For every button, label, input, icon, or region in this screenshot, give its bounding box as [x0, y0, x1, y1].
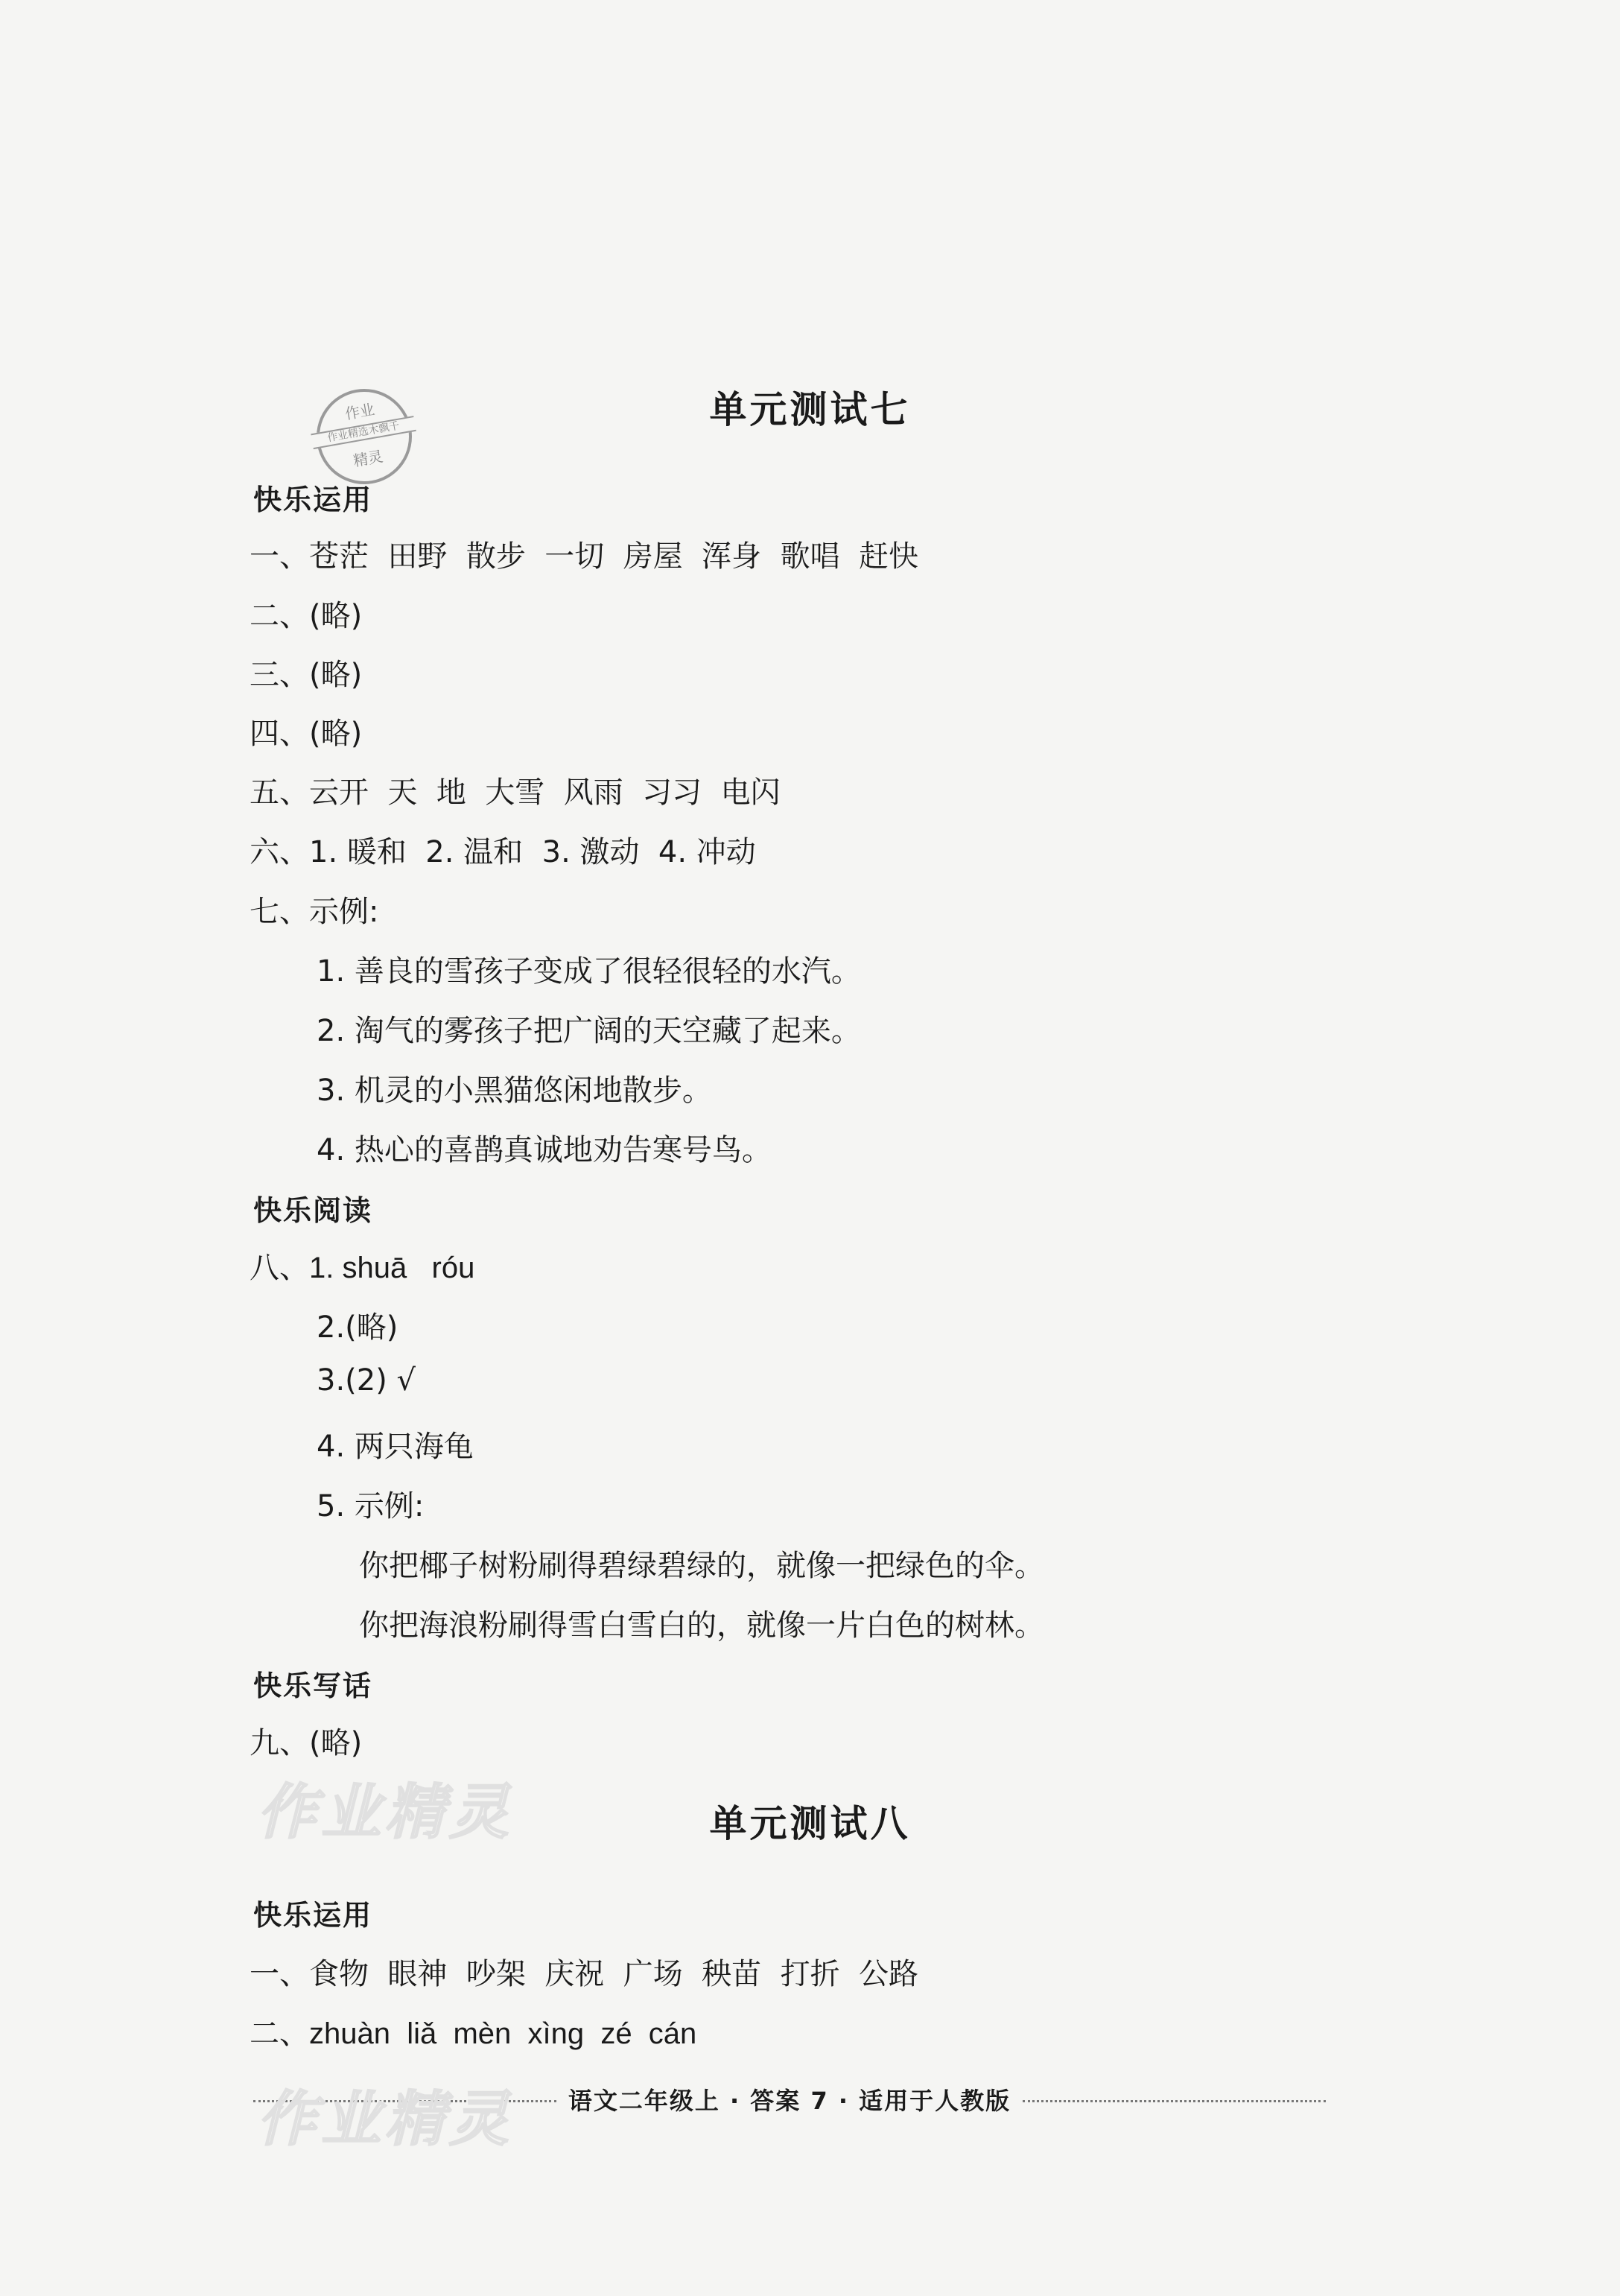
unit7-section-write: 快乐写话: [253, 1669, 373, 1702]
unit8-line-1: 一、食物 眼神 吵架 庆祝 广场 秧苗 打折 公路: [250, 1957, 919, 1991]
unit7-line-3: 三、(略): [250, 658, 363, 692]
unit7-write: 九、(略): [250, 1726, 363, 1760]
unit7-example-3: 3. 机灵的小黑猫悠闲地散步。: [317, 1074, 712, 1108]
stamp-band-text: 作业精选木飘千: [311, 416, 416, 449]
unit7-line-7: 七、示例:: [250, 895, 379, 929]
unit7-line-4: 四、(略): [250, 717, 363, 751]
unit7-example-4: 4. 热心的喜鹊真诚地劝告寒号鸟。: [317, 1133, 772, 1167]
watermark-text-2: 作业精灵: [257, 2084, 513, 2154]
unit7-line-6: 六、1. 暖和 2. 温和 3. 激动 4. 冲动: [250, 835, 756, 869]
unit7-read-sentence-2: 你把海浪粉刷得雪白雪白的，就像一片白色的树林。: [359, 1608, 1044, 1643]
unit7-line-2: 二、(略): [250, 599, 363, 633]
unit7-title: 单元测试七: [709, 388, 911, 431]
footer-text: 语文二年级上 · 答案 7 · 适用于人教版: [568, 2087, 1011, 2115]
unit8-section-use: 快乐运用: [253, 1899, 373, 1932]
unit7-example-1: 1. 善良的雪孩子变成了很轻很轻的水汽。: [317, 954, 861, 989]
unit7-read-1: 八、1. shuā róu: [250, 1252, 475, 1284]
unit7-section-use: 快乐运用: [253, 483, 373, 516]
unit7-example-2: 2. 淘气的雾孩子把广阔的天空藏了起来。: [317, 1014, 861, 1048]
footer-dots-right: [1023, 2100, 1326, 2102]
unit7-read-sentence-1: 你把椰子树粉刷得碧绿碧绿的，就像一把绿色的伞。: [359, 1549, 1044, 1583]
unit7-read-2: 2.(略): [317, 1310, 398, 1345]
stamp-top-text: 作业: [343, 400, 376, 423]
unit7-line-5: 五、云开 天 地 大雪 风雨 习习 电闪: [250, 776, 781, 810]
unit7-read-5: 5. 示例:: [317, 1489, 425, 1523]
unit8-title: 单元测试八: [709, 1802, 911, 1845]
unit7-read-3: 3.(2) √: [317, 1363, 416, 1398]
unit7-read-4: 4. 两只海龟: [317, 1430, 474, 1464]
stamp-bottom-text: 精灵: [352, 447, 384, 470]
unit7-section-read: 快乐阅读: [253, 1194, 373, 1227]
unit7-line-1: 一、苍茫 田野 散步 一切 房屋 浑身 歌唱 赶快: [250, 539, 919, 574]
watermark-text-1: 作业精灵: [257, 1778, 513, 1847]
unit8-line-2: 二、zhuàn liǎ mèn xìng zé cán: [250, 2017, 697, 2050]
